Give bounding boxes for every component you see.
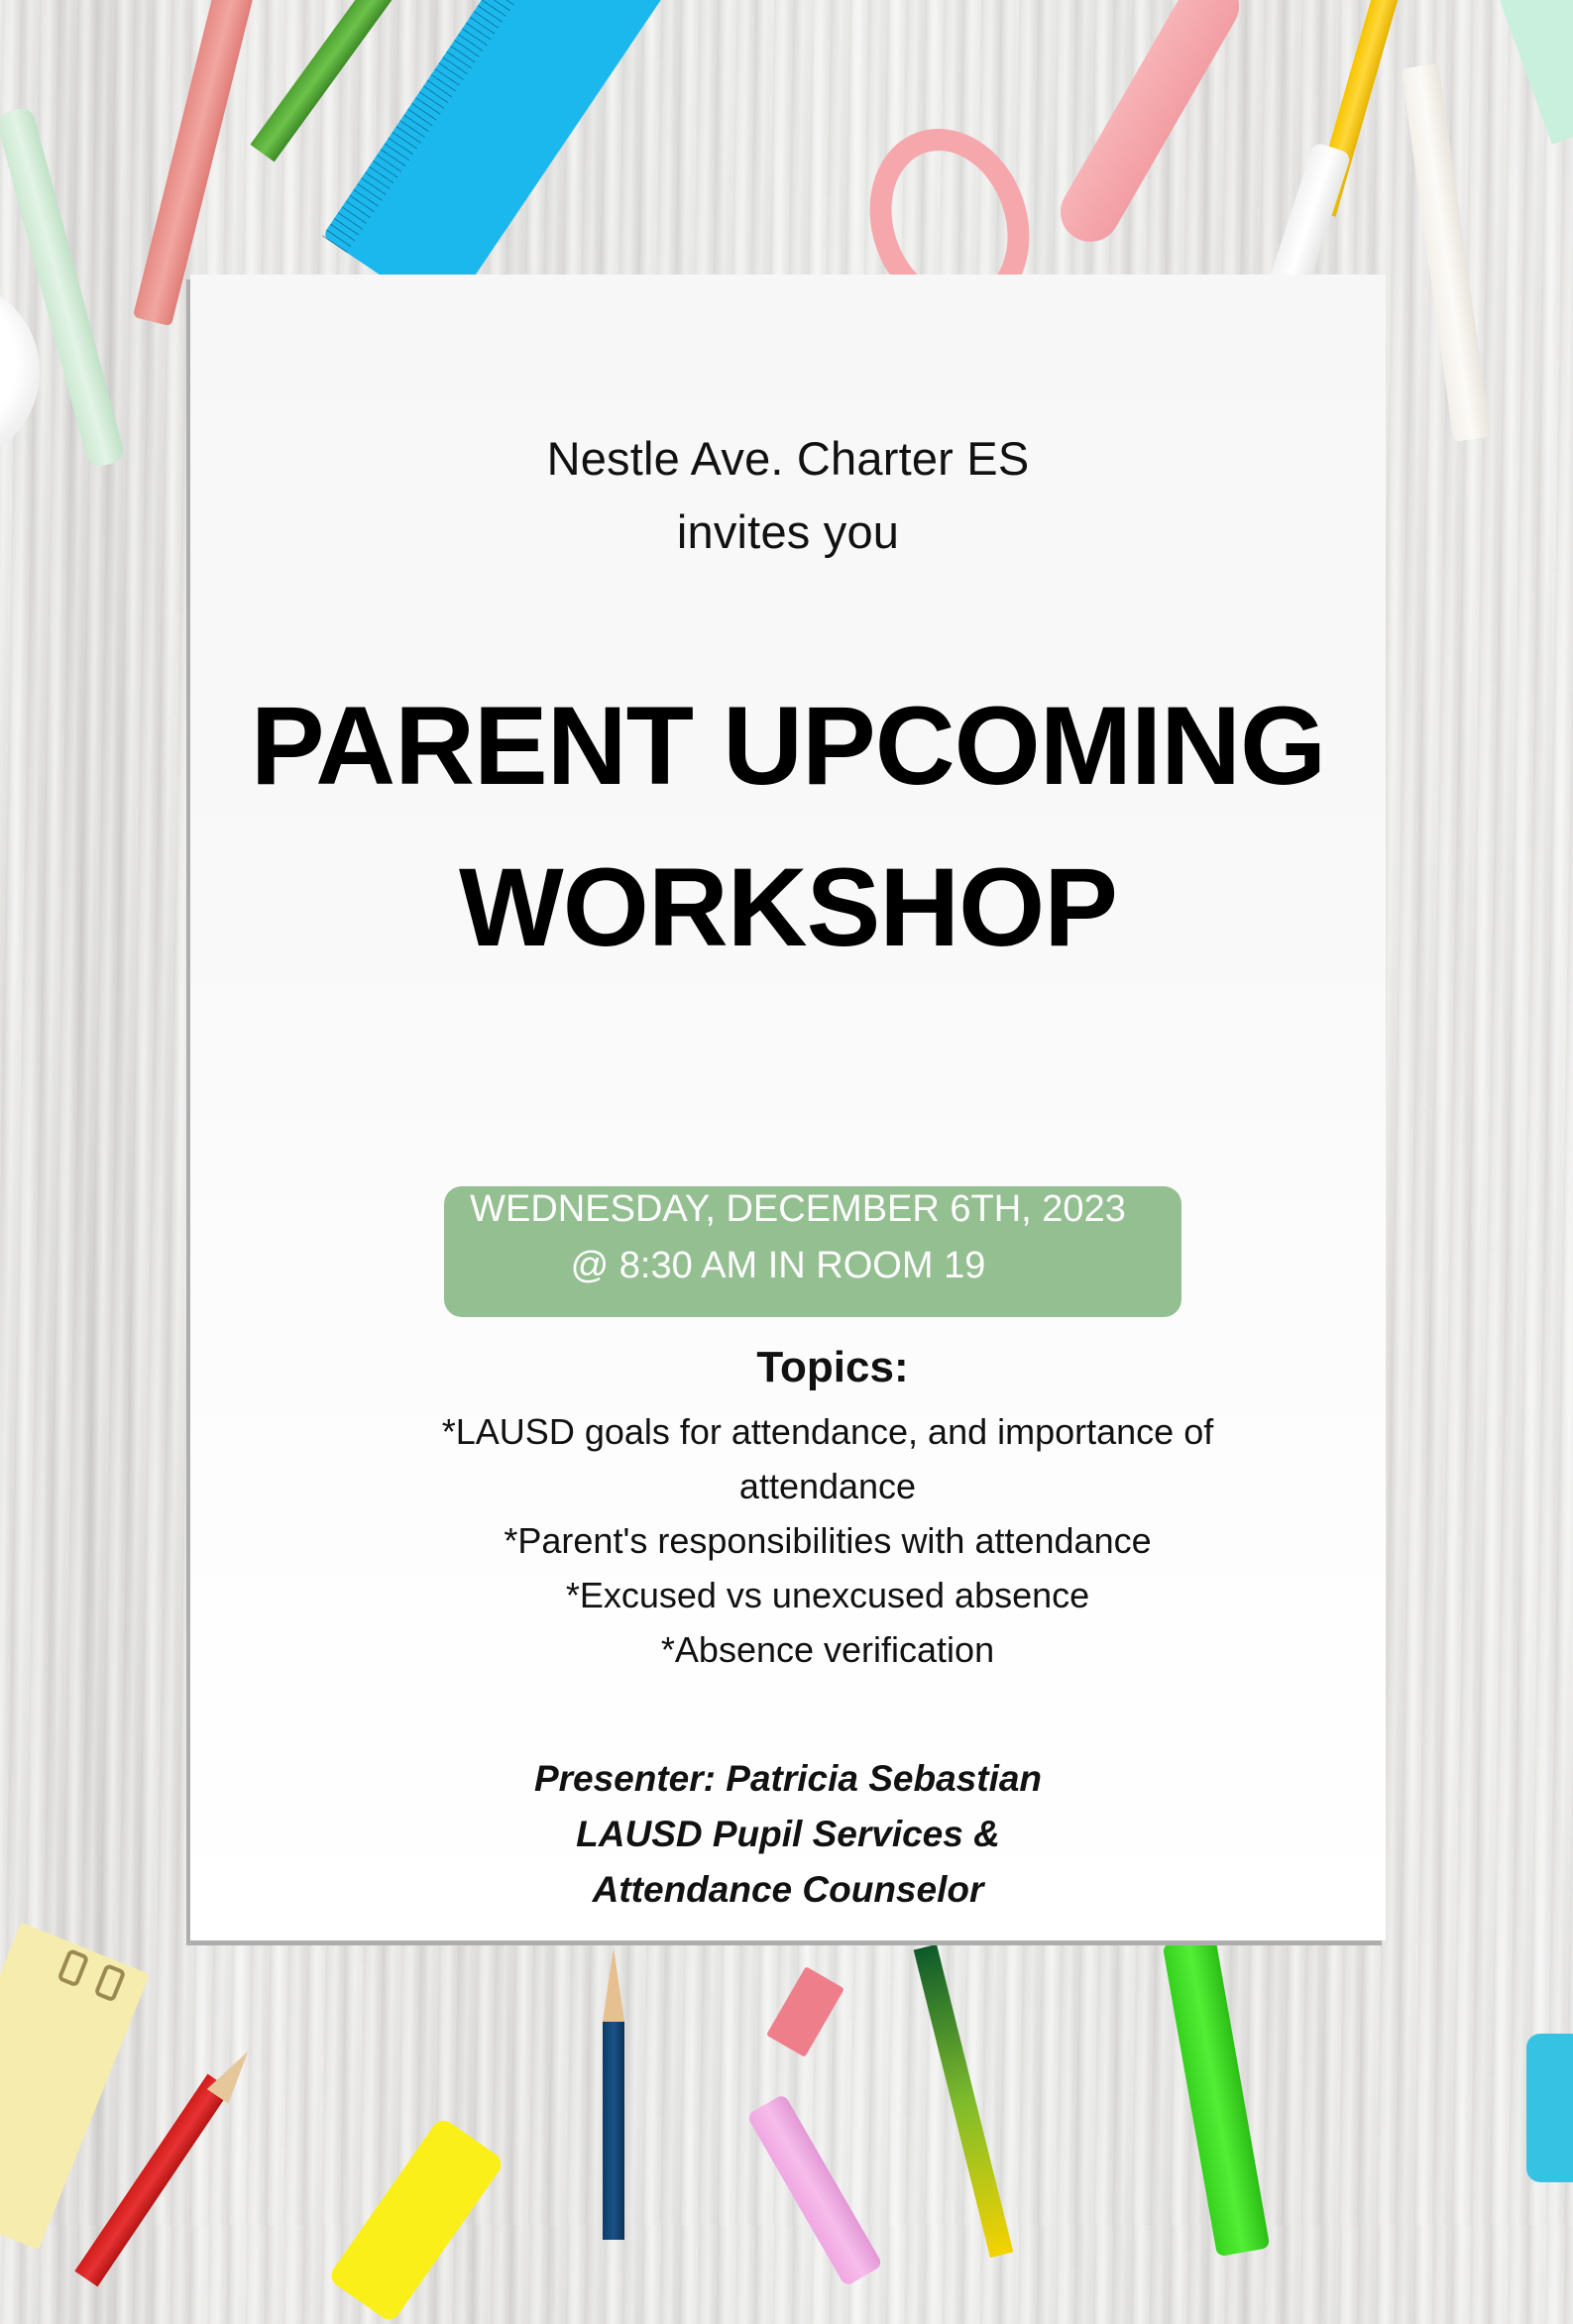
title-line-2: WORKSHOP [459,845,1117,969]
date-time-badge [444,1186,1181,1317]
presenter-department: LAUSD Pupil Services & [576,1814,1000,1854]
navy-pencil-decoration [603,2022,624,2240]
mint-sheet-decoration [1498,0,1573,145]
presenter-role: Attendance Counselor [592,1869,984,1910]
topics-list [389,1404,1267,1677]
red-pencil-tip-decoration [207,2044,259,2103]
white-chalk-decoration [1402,63,1492,442]
invite-text: invites you [676,505,900,558]
blue-sharpener-decoration [1526,2034,1573,2182]
blue-ruler-decoration [322,0,678,319]
notepad-ring-icon [56,1948,89,1988]
yellow-highlighter-decoration [327,2116,506,2324]
pink-chalk-decoration [746,2093,883,2286]
event-date: WEDNESDAY, DECEMBER 6TH, 2023 [470,1188,1126,1230]
green-marker-decoration [1163,1936,1271,2258]
topic-item: *Parent's responsibilities with attendance [504,1520,1152,1561]
topic-item: *Excused vs unexcused absence [565,1575,1090,1615]
school-name: Nestle Ave. Charter ES [546,432,1030,485]
gradient-pencil-decoration [914,1944,1014,2258]
topic-item: *Absence verification [660,1629,995,1670]
pink-binder-clip-decoration [766,1966,844,2057]
scissors-blade-decoration [1050,0,1250,253]
event-time-location: @ 8:30 AM IN ROOM 19 [570,1245,986,1286]
red-pencil-decoration [74,2074,230,2287]
title-line-1: PARENT UPCOMING [250,684,1326,808]
white-plate-decoration [0,282,40,461]
navy-pencil-tip-decoration [603,1947,624,2022]
flyer-paper [190,275,1386,1940]
topic-item: *LAUSD goals for attendance, and importance of attendance [441,1411,1214,1506]
presenter-name: Presenter: Patricia Sebastian [533,1758,1043,1799]
topics-heading: Topics: [756,1343,909,1391]
notepad-ring-icon [93,1963,126,2003]
presenter-block [190,1751,1386,1918]
